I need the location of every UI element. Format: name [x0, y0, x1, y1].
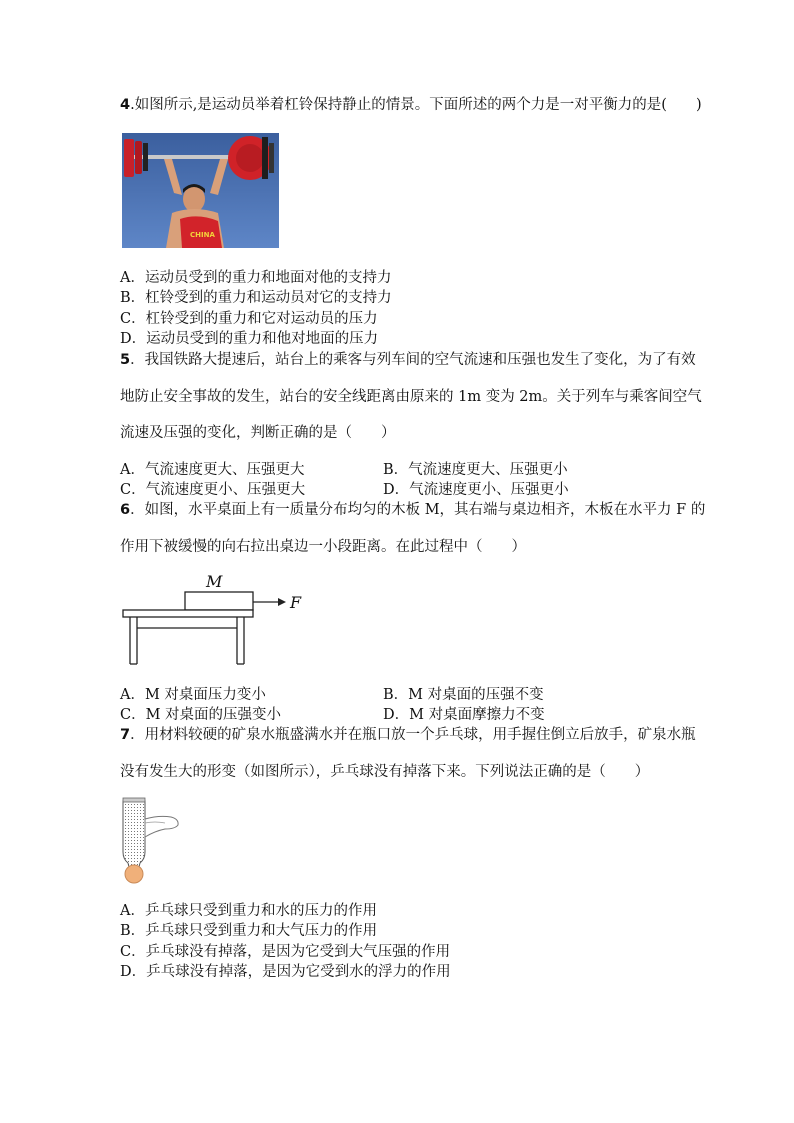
q5-number: 5	[120, 352, 131, 368]
q4-option-b: B．杠铃受到的重力和运动员对它的支持力	[120, 290, 392, 306]
q6-option-b: B．M 对桌面的压强不变	[383, 687, 544, 703]
q6-option-d: D．M 对桌面摩擦力不变	[383, 707, 545, 723]
photo-singlet-text: CHINA	[190, 231, 215, 239]
q5-option-a: A．气流速度更大、压强更大	[120, 462, 305, 478]
bottle	[123, 801, 145, 867]
q5-stem-line-1	[120, 351, 696, 369]
q7-number: 7	[120, 727, 131, 743]
q6-option-a: A．M 对桌面压力变小	[120, 687, 266, 703]
force-label: F	[290, 593, 302, 612]
q7-option-a: A．乒乓球只受到重力和水的压力的作用	[120, 903, 377, 919]
q7-option-c: C．乒乓球没有掉落，是因为它受到大气压强的作用	[120, 944, 451, 960]
q6-stem-text-1: ．如图，水平桌面上有一质量分布均匀的木板 M，其右端与桌边相齐，木板在水平力 F 的	[130, 502, 706, 518]
table-top	[123, 610, 253, 617]
q7-option-b: B．乒乓球只受到重力和大气压力的作用	[120, 923, 378, 939]
q7-stem-line-2: 没有发生大的形变（如图所示），乒乓球没有掉落下来。下列说法正确的是（ ）	[120, 764, 650, 780]
weightlifter-photo	[122, 133, 279, 248]
q5-stem-text-1: ．我国铁路大提速后，站台上的乘客与列车间的空气流速和压强也发生了变化，为了有效	[130, 352, 696, 368]
q6-stem-line-2: 作用下被缓慢的向右拉出桌边一小段距离。在此过程中（ ）	[120, 539, 526, 555]
q4-stem-text: .如图所示,是运动员举着杠铃保持静止的情景。下面所述的两个力是一对平衡力的是( )	[130, 97, 702, 113]
q5-stem-line-3: 流速及压强的变化，判断正确的是（ ）	[120, 425, 396, 441]
q6-stem-line-1	[120, 501, 705, 519]
table-board-diagram	[118, 570, 318, 670]
q5-option-b: B．气流速度更大、压强更小	[383, 462, 568, 478]
q4-number: 4	[120, 97, 131, 113]
q4-option-c: C．杠铃受到的重力和它对运动员的压力	[120, 311, 378, 327]
q5-option-d: D．气流速度更小、压强更小	[383, 482, 569, 498]
hand	[145, 816, 178, 837]
q7-stem-line-1	[120, 726, 696, 744]
q5-option-c: C．气流速度更小、压强更大	[120, 482, 306, 498]
board-m	[185, 592, 253, 610]
q5-stem-line-2: 地防止安全事故的发生，站台的安全线距离由原来的 1m 变为 2m。关于列车与乘客间空气	[120, 389, 702, 405]
q7-option-d: D．乒乓球没有掉落，是因为它受到水的浮力的作用	[120, 964, 451, 980]
q4-option-d: D．运动员受到的重力和他对地面的压力	[120, 331, 379, 347]
board-label: M	[206, 572, 223, 591]
q4-stem	[120, 96, 702, 114]
q4-option-a: A．运动员受到的重力和地面对他的支持力	[120, 270, 392, 286]
ping-pong-ball	[125, 865, 143, 883]
q6-number: 6	[120, 502, 131, 518]
bottle-pingpong-figure	[115, 797, 185, 887]
q7-stem-text-1: ．用材料较硬的矿泉水瓶盛满水并在瓶口放一个乒乓球，用手握住倒立后放手，矿泉水瓶	[130, 727, 696, 743]
q6-option-c: C．M 对桌面的压强变小	[120, 707, 282, 723]
